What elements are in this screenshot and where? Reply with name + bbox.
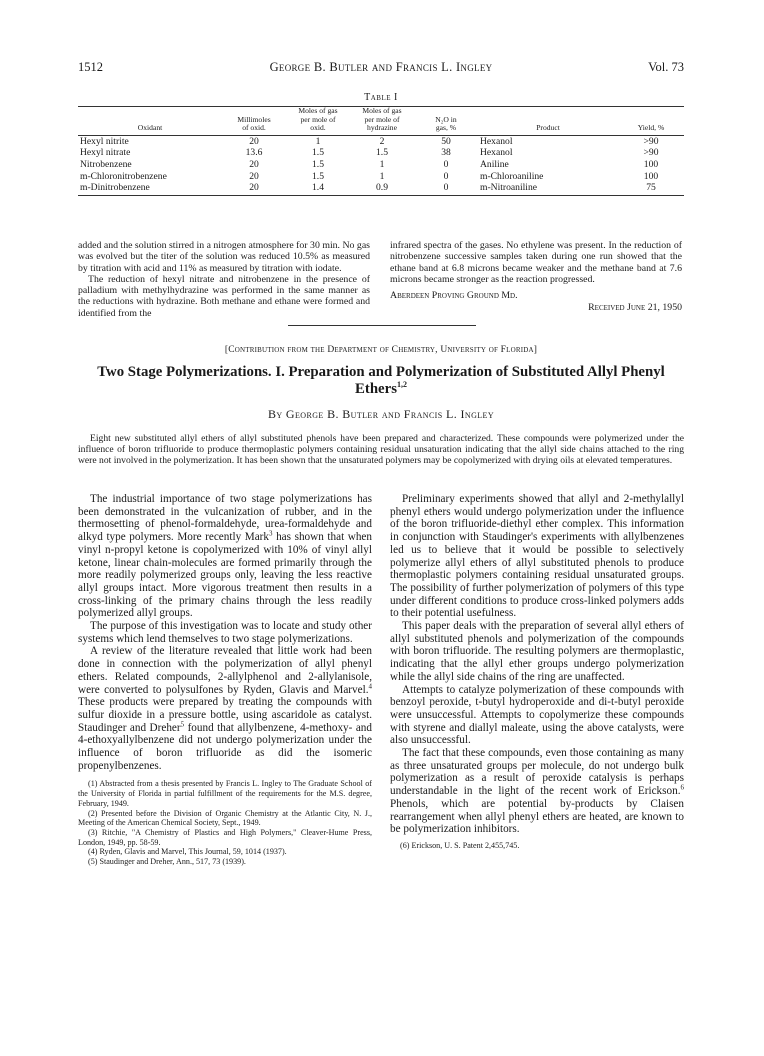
table-row [78, 135, 684, 147]
contribution-line: [Contribution from the Department of Chemistry, University of Florida] [224, 345, 538, 355]
cell-yield: 100 [643, 170, 659, 182]
footnotes-right [390, 841, 684, 851]
paragraph: The purpose of this investigation was to locate and study other systems which lend themselves to two stage polymerizations. [78, 620, 372, 645]
cell-moles-hydrazine: 2 [379, 135, 385, 147]
paragraph: infrared spectra of the gases. No ethylene was present. In the reduction of nitrobenzene successive samples taken during one run showed that the ethane band at 6.8 microns became weaker and the methane band at 7.6 microns became stronger as the reaction progressed. [390, 240, 682, 285]
cell-yield: >90 [643, 135, 659, 147]
cell-millimoles: 13.6 [245, 147, 263, 159]
table-header-row [78, 107, 684, 136]
cell-product: Hexanol [480, 135, 513, 147]
col-header-oxidant: Oxidant [78, 107, 222, 136]
cell-oxidant: Hexyl nitrate [80, 147, 131, 159]
col-header-moles-gas-oxid: Moles of gas per mole of oxid. [286, 107, 350, 136]
footnote: (1) Abstracted from a thesis presented by Francis L. Ingley to The Graduate School of the University of Florida in partial fulfillment of the requirements for the M.S. degree, February, 1949. [78, 779, 372, 808]
section-divider [288, 325, 476, 326]
cell-product: Aniline [480, 158, 509, 170]
col-header-millimoles: Millimoles of oxid. [222, 107, 286, 136]
received-date: Received June 21, 1950 [588, 302, 682, 314]
page-number: 1512 [78, 60, 103, 74]
cell-yield: 100 [643, 158, 659, 170]
footnote-ref: 6 [680, 783, 684, 792]
running-head-authors: George B. Butler and Francis L. Ingley [269, 60, 493, 74]
cell-moles-oxid: 1.5 [312, 158, 324, 170]
cell-oxidant: m-Chloronitrobenzene [80, 170, 167, 182]
footnote: (5) Staudinger and Dreher, Ann., 517, 73 (1939). [88, 857, 246, 867]
previous-article-left-column [78, 240, 370, 319]
paragraph: A review of the literature revealed that little work had been done in connection with the polymerization of allyl phenyl ethers. Related compounds, 2-allylphenol and 2-allylanisole, were converted to polysulfones by Ryden, Glavis and Marvel.$^4$ These products were prepared by treating the compounds with sulfur dioxide in a pressure bottle, using ascaridole as catalyst. Staudinger and Dreher$^5$ found that allylbenzene, 4-methoxy- and 4-ethoxyallylbenzene did not undergo polymerization under the influence of boron trifluoride as did the isomeric propenylbenzenes. [78, 645, 372, 772]
footnote-ref: 4 [368, 681, 372, 690]
author-location: Aberdeen Proving Ground Md. [390, 290, 518, 302]
table-row [78, 147, 684, 159]
previous-article-right-column [390, 240, 682, 314]
footnotes-left [78, 779, 372, 866]
col-header-moles-gas-hydrazine: Moles of gas per mole of hydrazine [350, 107, 414, 136]
cell-product: Hexanol [480, 147, 513, 159]
col-header-n2o: N₂O in gas, % [414, 107, 478, 136]
col-header-yield: Yield, % [618, 107, 684, 136]
cell-millimoles: 20 [249, 135, 259, 147]
cell-millimoles: 20 [222, 182, 286, 195]
cell-yield: >90 [643, 147, 659, 159]
cell-millimoles: 20 [249, 170, 259, 182]
body-left-column [78, 493, 372, 867]
table-1 [78, 92, 684, 196]
cell-n2o: 0 [443, 158, 449, 170]
article-abstract: Eight new substituted allyl ethers of allyl substituted phenols have been prepared and characterized. These compounds were polymerized under the influence of boron trifluoride to produce thermoplastic polymers containing residual unsaturation indicating that the allyl side chains attached to the ring were not involved in the polymerization. It has been shown that the unsaturated polymers may be copolymerized with drying oils at elevated temperatures. [78, 433, 684, 466]
cell-oxidant: Nitrobenzene [80, 158, 132, 170]
cell-oxidant: m-Dinitrobenzene [78, 182, 222, 195]
cell-moles-oxid: 1 [315, 135, 321, 147]
volume-label: Vol. 73 [648, 60, 684, 74]
table-caption: Table I [364, 92, 398, 103]
table-body [78, 135, 684, 195]
cell-n2o: 0 [414, 182, 478, 195]
article-title: Two Stage Polymerizations. I. Preparation and Polymerization of Substituted Allyl Phenyl Ethers$^{1,2}$ [97, 364, 665, 397]
cell-n2o: 38 [441, 147, 451, 159]
footnote: (2) Presented before the Division of Organic Chemistry at the Atlantic City, N. J., Meeting of the American Chemical Society, Sept., 1949. [78, 808, 372, 828]
cell-moles-hydrazine: 0.9 [350, 182, 414, 195]
cell-n2o: 0 [443, 170, 449, 182]
cell-moles-hydrazine: 1 [379, 170, 385, 182]
title-footnote-refs: 1,2 [396, 380, 407, 390]
paragraph: added and the solution stirred in a nitrogen atmosphere for 30 min. No gas was evolved but the titer of the solution was reduced 10.5% as measured by titration with acid and 11% as measured by titration with iodate. [78, 240, 370, 274]
cell-product: m-Nitroaniline [478, 182, 618, 195]
cell-moles-hydrazine: 1 [379, 158, 385, 170]
article-byline: By George B. Butler and Francis L. Ingley [267, 407, 495, 421]
paragraph: Preliminary experiments showed that allyl and 2-methylallyl phenyl ethers would undergo polymerization under the influence of the boron trifluoride-diethyl ether complex. This information in conjunction with Staudinger's experiments with allylbenzenes led us to believe that it would be possible to selectively polymerize allyl ethers of allyl substituted phenols to produce thermoplastic polymers containing residual unsaturated groups. The possibility of further polymerization of polymers of this type under different conditions to produce cross-linked polymers adds to their potential usefulness. [390, 493, 684, 620]
paragraph: Attempts to catalyze polymerization of these compounds with benzoyl peroxide, t-butyl hydroperoxide and di-t-butyl peroxide were unsuccessful. Attempts to copolymerize these compounds with styrene and diallyl maleate, using the above catalysts, were also unsuccessful. [390, 683, 684, 747]
footnote: (6) Erickson, U. S. Patent 2,455,745. [400, 840, 520, 850]
cell-millimoles: 20 [249, 158, 259, 170]
footnote: (3) Ritchie, "A Chemistry of Plastics and High Polymers," Cleaver-Hume Press, London, 1949, pp. 58-59. [78, 827, 372, 847]
table-row [78, 182, 684, 195]
cell-moles-oxid: 1.5 [312, 147, 324, 159]
paragraph: The fact that these compounds, even those containing as many as three unsaturated groups per molecule, do not undergo bulk polymerization as a result of peroxide catalysis is perhaps understandable in the light of the recent work of Erickson.$^6$ Phenols, which are potential by-products by Claisen rearrangement when allyl phenyl ethers are heated, are known to be polymerization inhibitors. [390, 747, 684, 836]
cell-oxidant: Hexyl nitrite [80, 135, 129, 147]
table-row [78, 171, 684, 183]
data-table [78, 106, 684, 196]
footnote-ref: 3 [269, 529, 273, 538]
cell-moles-hydrazine: 1.5 [376, 147, 388, 159]
cell-moles-oxid: 1.4 [286, 182, 350, 195]
footnote: (4) Ryden, Glavis and Marvel, This Journal, 59, 1014 (1937). [88, 847, 287, 857]
col-header-product: Product [478, 107, 618, 136]
cell-moles-oxid: 1.5 [312, 170, 324, 182]
table-row [78, 159, 684, 171]
footnote-ref: 5 [180, 719, 185, 728]
paragraph: The industrial importance of two stage polymerizations has been demonstrated in the vulcanization of rubber, and in the thermosetting of phenol-formaldehyde, urea-formaldehyde and alkyd type polymers. More recently Mark$^3$ has shown that when vinyl n-propyl ketone is copolymerized with 10% of vinyl allyl ketone, linear chain-molecules are formed primarily through the more readily polymerized groups only, leaving the less reactive allyl groups intact. More vigorous treatment then results in a cross-linking of the primary chains through the less readily polymerized allyl groups. [78, 493, 372, 620]
cell-n2o: 50 [441, 135, 451, 147]
cell-product: m-Chloroaniline [480, 170, 544, 182]
paragraph: This paper deals with the preparation of several allyl ethers of allyl substituted phenols and polymerization of the compounds with boron trifluoride. The resulting polymers are thermoplastic, indicating that the allyl ether groups undergo polymerization while the allyl side chains of the ring are unaffected. [390, 620, 684, 683]
body-right-column [390, 493, 684, 851]
paragraph: The reduction of hexyl nitrate and nitrobenzene in the presence of palladium with methylhydrazine was performed in the same manner as the reductions with hydrazine. Both methane and ethane were formed and identified from the [78, 273, 370, 319]
cell-yield: 75 [618, 182, 684, 195]
